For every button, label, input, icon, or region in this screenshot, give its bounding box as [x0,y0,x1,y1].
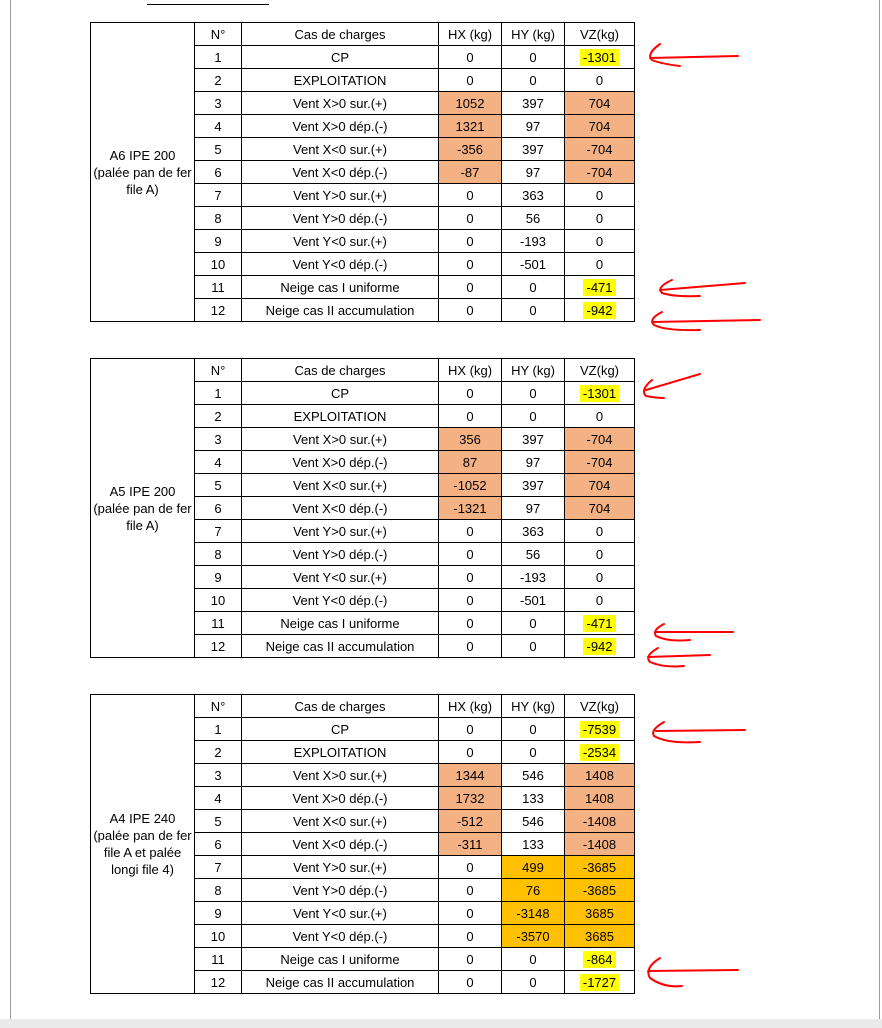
hy-value: -3570 [502,925,565,948]
vz-value: 1408 [565,787,635,810]
hx-value: 0 [439,520,502,543]
hy-value: 0 [502,276,565,299]
row-number: 9 [195,230,242,253]
vz-value: -1408 [565,810,635,833]
hx-value: 1732 [439,787,502,810]
hx-value: -1321 [439,497,502,520]
header-vz: VZ(kg) [565,23,635,46]
hy-value: 133 [502,787,565,810]
load-case: Vent Y>0 dép.(-) [242,543,439,566]
hx-value: 0 [439,635,502,658]
row-number: 2 [195,69,242,92]
hx-value: 0 [439,902,502,925]
vz-value-value: -864 [583,951,615,968]
load-case: Neige cas I uniforme [242,612,439,635]
hx-value: -356 [439,138,502,161]
load-case: EXPLOITATION [242,741,439,764]
vz-value: 3685 [565,902,635,925]
page-bottom-band [0,1019,882,1028]
element-label-a4: A4 IPE 240 (palée pan de fer file A et palée longi file 4) [91,695,195,994]
row-number: 4 [195,451,242,474]
hy-value: 397 [502,138,565,161]
element-label-a5: A5 IPE 200 (palée pan de fer file A) [91,359,195,658]
hy-value: 0 [502,741,565,764]
header-n: N° [195,23,242,46]
load-case: Vent X<0 dép.(-) [242,161,439,184]
load-case: EXPLOITATION [242,69,439,92]
vz-value: 704 [565,474,635,497]
vz-value: -704 [565,428,635,451]
vz-value: 1408 [565,764,635,787]
hy-value: 0 [502,718,565,741]
header-cas: Cas de charges [242,23,439,46]
vz-value-value: -2534 [580,744,619,761]
hy-value: -193 [502,566,565,589]
row-number: 5 [195,138,242,161]
vz-value: 0 [565,230,635,253]
row-number: 7 [195,520,242,543]
row-number: 3 [195,428,242,451]
load-case: Vent Y<0 sur.(+) [242,566,439,589]
vz-value-value: -1727 [580,974,619,991]
load-case: Vent X<0 dép.(-) [242,833,439,856]
row-number: 11 [195,612,242,635]
row-number: 7 [195,856,242,879]
hx-value: 0 [439,948,502,971]
row-number: 10 [195,589,242,612]
header-cas: Cas de charges [242,359,439,382]
load-table-a4 [90,694,635,994]
load-case: Vent Y<0 dép.(-) [242,925,439,948]
hx-value: 0 [439,207,502,230]
hy-value: 546 [502,810,565,833]
header-hx: HX (kg) [439,359,502,382]
row-number: 5 [195,474,242,497]
hx-value: 1344 [439,764,502,787]
row-number: 2 [195,405,242,428]
row-number: 12 [195,635,242,658]
hy-value: 56 [502,543,565,566]
hx-value: 0 [439,184,502,207]
vz-value: -704 [565,161,635,184]
row-number: 10 [195,925,242,948]
hx-value: 0 [439,253,502,276]
vz-value [565,741,635,764]
row-number: 8 [195,879,242,902]
vz-value [565,971,635,994]
vz-value: 704 [565,497,635,520]
hy-value: -501 [502,253,565,276]
hy-value: 546 [502,764,565,787]
load-case: Vent X>0 dép.(-) [242,115,439,138]
hx-value: 0 [439,69,502,92]
hy-value: 97 [502,497,565,520]
hx-value: 0 [439,276,502,299]
hx-value: -87 [439,161,502,184]
load-case: Vent X>0 dép.(-) [242,451,439,474]
vz-value [565,612,635,635]
hx-value: -311 [439,833,502,856]
hy-value: 56 [502,207,565,230]
vz-value [565,276,635,299]
hy-value: -3148 [502,902,565,925]
hx-value: -512 [439,810,502,833]
vz-value-value: -942 [583,302,615,319]
header-vz: VZ(kg) [565,359,635,382]
vz-value: 0 [565,405,635,428]
load-case: Neige cas II accumulation [242,635,439,658]
load-case: Vent Y<0 dép.(-) [242,589,439,612]
row-number: 8 [195,543,242,566]
vz-value-value: -7539 [580,721,619,738]
vz-value: 0 [565,520,635,543]
vz-value: 0 [565,184,635,207]
load-case: Vent X<0 sur.(+) [242,810,439,833]
load-case: Vent Y>0 dép.(-) [242,879,439,902]
header-row [91,695,635,718]
vz-value: 0 [565,253,635,276]
hy-value: 97 [502,115,565,138]
hy-value: 0 [502,612,565,635]
row-number: 5 [195,810,242,833]
header-hy: HY (kg) [502,359,565,382]
hy-value: 133 [502,833,565,856]
vz-value [565,299,635,322]
load-case: CP [242,382,439,405]
hx-value: 356 [439,428,502,451]
load-case: Vent Y>0 sur.(+) [242,856,439,879]
load-case: Vent Y>0 sur.(+) [242,520,439,543]
row-number: 7 [195,184,242,207]
hx-value: 0 [439,405,502,428]
vz-value [565,46,635,69]
load-case: Vent Y>0 sur.(+) [242,184,439,207]
row-number: 2 [195,741,242,764]
header-row [91,23,635,46]
row-number: 9 [195,902,242,925]
hy-value: 0 [502,635,565,658]
vz-value-value: -1301 [580,385,619,402]
hy-value: 363 [502,184,565,207]
row-number: 6 [195,497,242,520]
vz-value: 0 [565,543,635,566]
hy-value: 0 [502,405,565,428]
vz-value: 704 [565,115,635,138]
load-case: Vent X>0 sur.(+) [242,764,439,787]
row-number: 8 [195,207,242,230]
header-vz: VZ(kg) [565,695,635,718]
vz-value-value: -942 [583,638,615,655]
hy-value: 397 [502,474,565,497]
row-number: 1 [195,718,242,741]
vz-value: -704 [565,138,635,161]
hy-value: 363 [502,520,565,543]
hx-value: 0 [439,543,502,566]
header-cas: Cas de charges [242,695,439,718]
vz-value: -1408 [565,833,635,856]
hy-value: -193 [502,230,565,253]
row-number: 4 [195,787,242,810]
hy-value: 0 [502,299,565,322]
hx-value: 0 [439,741,502,764]
row-number: 10 [195,253,242,276]
vz-value: 0 [565,566,635,589]
vz-value: 704 [565,92,635,115]
element-label-a6: A6 IPE 200 (palée pan de fer file A) [91,23,195,322]
load-case: EXPLOITATION [242,405,439,428]
vz-value: 0 [565,589,635,612]
load-case: CP [242,718,439,741]
header-n: N° [195,359,242,382]
row-number: 12 [195,299,242,322]
row-number: 11 [195,276,242,299]
vz-value-value: -471 [583,615,615,632]
hy-value: 397 [502,428,565,451]
hy-value: 499 [502,856,565,879]
load-case: Vent X<0 dép.(-) [242,497,439,520]
row-number: 4 [195,115,242,138]
hx-value: 0 [439,46,502,69]
load-case: Vent Y<0 sur.(+) [242,902,439,925]
hy-value: 97 [502,451,565,474]
row-number: 1 [195,46,242,69]
load-case: Vent X<0 sur.(+) [242,138,439,161]
hy-value: 97 [502,161,565,184]
hy-value: -501 [502,589,565,612]
vz-value: 0 [565,207,635,230]
hx-value: 1321 [439,115,502,138]
hy-value: 0 [502,46,565,69]
vz-value: 0 [565,69,635,92]
row-number: 1 [195,382,242,405]
load-case: Neige cas I uniforme [242,948,439,971]
row-number: 6 [195,833,242,856]
hy-value: 76 [502,879,565,902]
header-row [91,359,635,382]
load-case: Vent Y<0 dép.(-) [242,253,439,276]
hx-value: 0 [439,879,502,902]
hy-value: 0 [502,382,565,405]
hx-value: 0 [439,718,502,741]
vz-value: -3685 [565,879,635,902]
hx-value: 0 [439,971,502,994]
vz-value: -704 [565,451,635,474]
hx-value: 0 [439,230,502,253]
load-case: Vent X>0 dép.(-) [242,787,439,810]
hx-value: -1052 [439,474,502,497]
hx-value: 0 [439,382,502,405]
hy-value: 0 [502,69,565,92]
vz-value-value: -471 [583,279,615,296]
hx-value: 0 [439,612,502,635]
vz-value [565,635,635,658]
load-case: Vent X>0 sur.(+) [242,428,439,451]
hx-value: 87 [439,451,502,474]
hy-value: 0 [502,948,565,971]
load-case: Vent X>0 sur.(+) [242,92,439,115]
load-table-a6 [90,22,635,322]
vz-value-value: -1301 [580,49,619,66]
vz-value: -3685 [565,856,635,879]
load-case: Vent Y>0 dép.(-) [242,207,439,230]
vz-value [565,948,635,971]
hx-value: 0 [439,299,502,322]
row-number: 11 [195,948,242,971]
vz-value [565,718,635,741]
load-case: Vent Y<0 sur.(+) [242,230,439,253]
top-rule [147,4,269,5]
header-hy: HY (kg) [502,23,565,46]
header-hx: HX (kg) [439,23,502,46]
row-number: 9 [195,566,242,589]
row-number: 6 [195,161,242,184]
vz-value [565,382,635,405]
row-number: 12 [195,971,242,994]
vz-value: 3685 [565,925,635,948]
load-case: Neige cas I uniforme [242,276,439,299]
header-hx: HX (kg) [439,695,502,718]
hy-value: 397 [502,92,565,115]
hx-value: 0 [439,589,502,612]
load-table-a5 [90,358,635,658]
load-case: Neige cas II accumulation [242,971,439,994]
hx-value: 0 [439,566,502,589]
load-case: Vent X<0 sur.(+) [242,474,439,497]
hx-value: 1052 [439,92,502,115]
load-case: Neige cas II accumulation [242,299,439,322]
load-case: CP [242,46,439,69]
row-number: 3 [195,92,242,115]
hx-value: 0 [439,925,502,948]
row-number: 3 [195,764,242,787]
hx-value: 0 [439,856,502,879]
header-hy: HY (kg) [502,695,565,718]
hy-value: 0 [502,971,565,994]
header-n: N° [195,695,242,718]
